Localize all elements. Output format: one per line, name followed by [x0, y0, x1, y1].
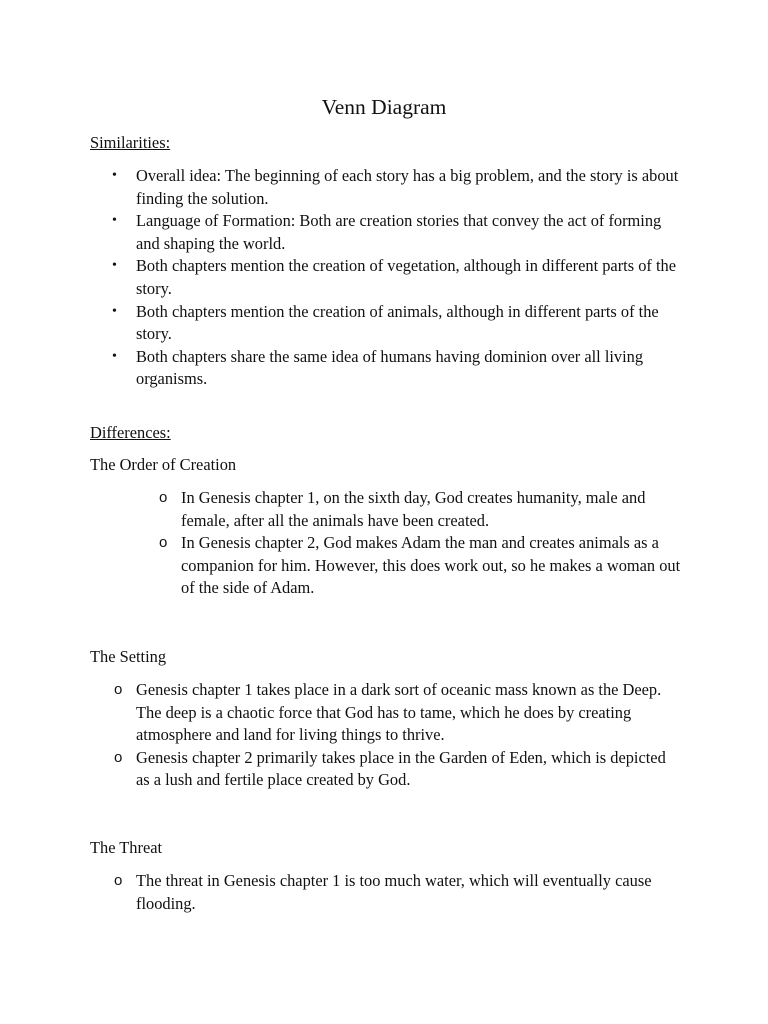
list-item-text: Language of Formation: Both are creation stories that convey the act of forming and shaping the world.: [136, 211, 662, 253]
list-item: [112, 346, 681, 391]
bullet-icon: •: [112, 168, 117, 183]
list-item: [114, 870, 676, 915]
hollow-bullet-icon: o: [159, 534, 168, 552]
bullet-icon: •: [112, 348, 117, 364]
list-item-text: Both chapters mention the creation of animals, although in different parts of the story.: [136, 301, 659, 344]
hollow-bullet-icon: o: [114, 748, 123, 766]
list-item: [159, 532, 681, 600]
list-item: [114, 679, 676, 747]
list-item-text: In Genesis chapter 1, on the sixth day, God creates humanity, male and female, after all the animals have been created.: [181, 488, 646, 530]
list-item-text: In Genesis chapter 2, God makes Adam the man and creates animals as a companion for him. However, this does work out, so he makes a woman out of the side of Adam.: [181, 533, 681, 598]
bullet-icon: •: [112, 213, 117, 229]
list-item-text: Overall idea: The beginning of each story has a big problem, and the story is about finding the solution.: [136, 166, 679, 208]
list-item-text: Genesis chapter 2 primarily takes place in the Garden of Eden, which is depicted as a lush and fertile place created by God.: [136, 747, 666, 790]
page-title: Venn Diagram: [321, 95, 447, 119]
threat-list: [114, 870, 676, 915]
list-item: [112, 210, 681, 255]
list-item-text: Genesis chapter 1 takes place in a dark sort of oceanic mass known as the Deep. The deep is a chaotic force that God has to tame, which he does by creating atmosphere and land for living things to thrive.: [136, 680, 662, 745]
bullet-icon: •: [112, 258, 117, 274]
list-item-text: Both chapters mention the creation of vegetation, although in different parts of the story.: [136, 256, 676, 298]
list-item-text: The threat in Genesis chapter 1 is too much water, which will eventually cause flooding.: [136, 871, 652, 913]
similarities-heading: Similarities:: [90, 133, 171, 152]
bullet-icon: •: [112, 303, 117, 319]
setting-list: [114, 679, 676, 792]
list-item-text: Both chapters share the same idea of humans having dominion over all living organisms.: [136, 346, 644, 389]
similarities-list: [112, 165, 681, 391]
differences-heading: Differences:: [90, 423, 171, 442]
list-item: [112, 255, 681, 300]
threat-heading: The Threat: [90, 838, 163, 857]
list-item: [159, 487, 681, 532]
order-of-creation-heading: The Order of Creation: [90, 455, 237, 474]
hollow-bullet-icon: o: [159, 489, 168, 506]
list-item: [114, 747, 676, 792]
hollow-bullet-icon: o: [114, 681, 123, 698]
order-of-creation-list: [159, 487, 681, 600]
hollow-bullet-icon: o: [114, 872, 123, 889]
list-item: [112, 165, 681, 210]
list-item: [112, 301, 681, 346]
setting-heading: The Setting: [90, 647, 167, 666]
